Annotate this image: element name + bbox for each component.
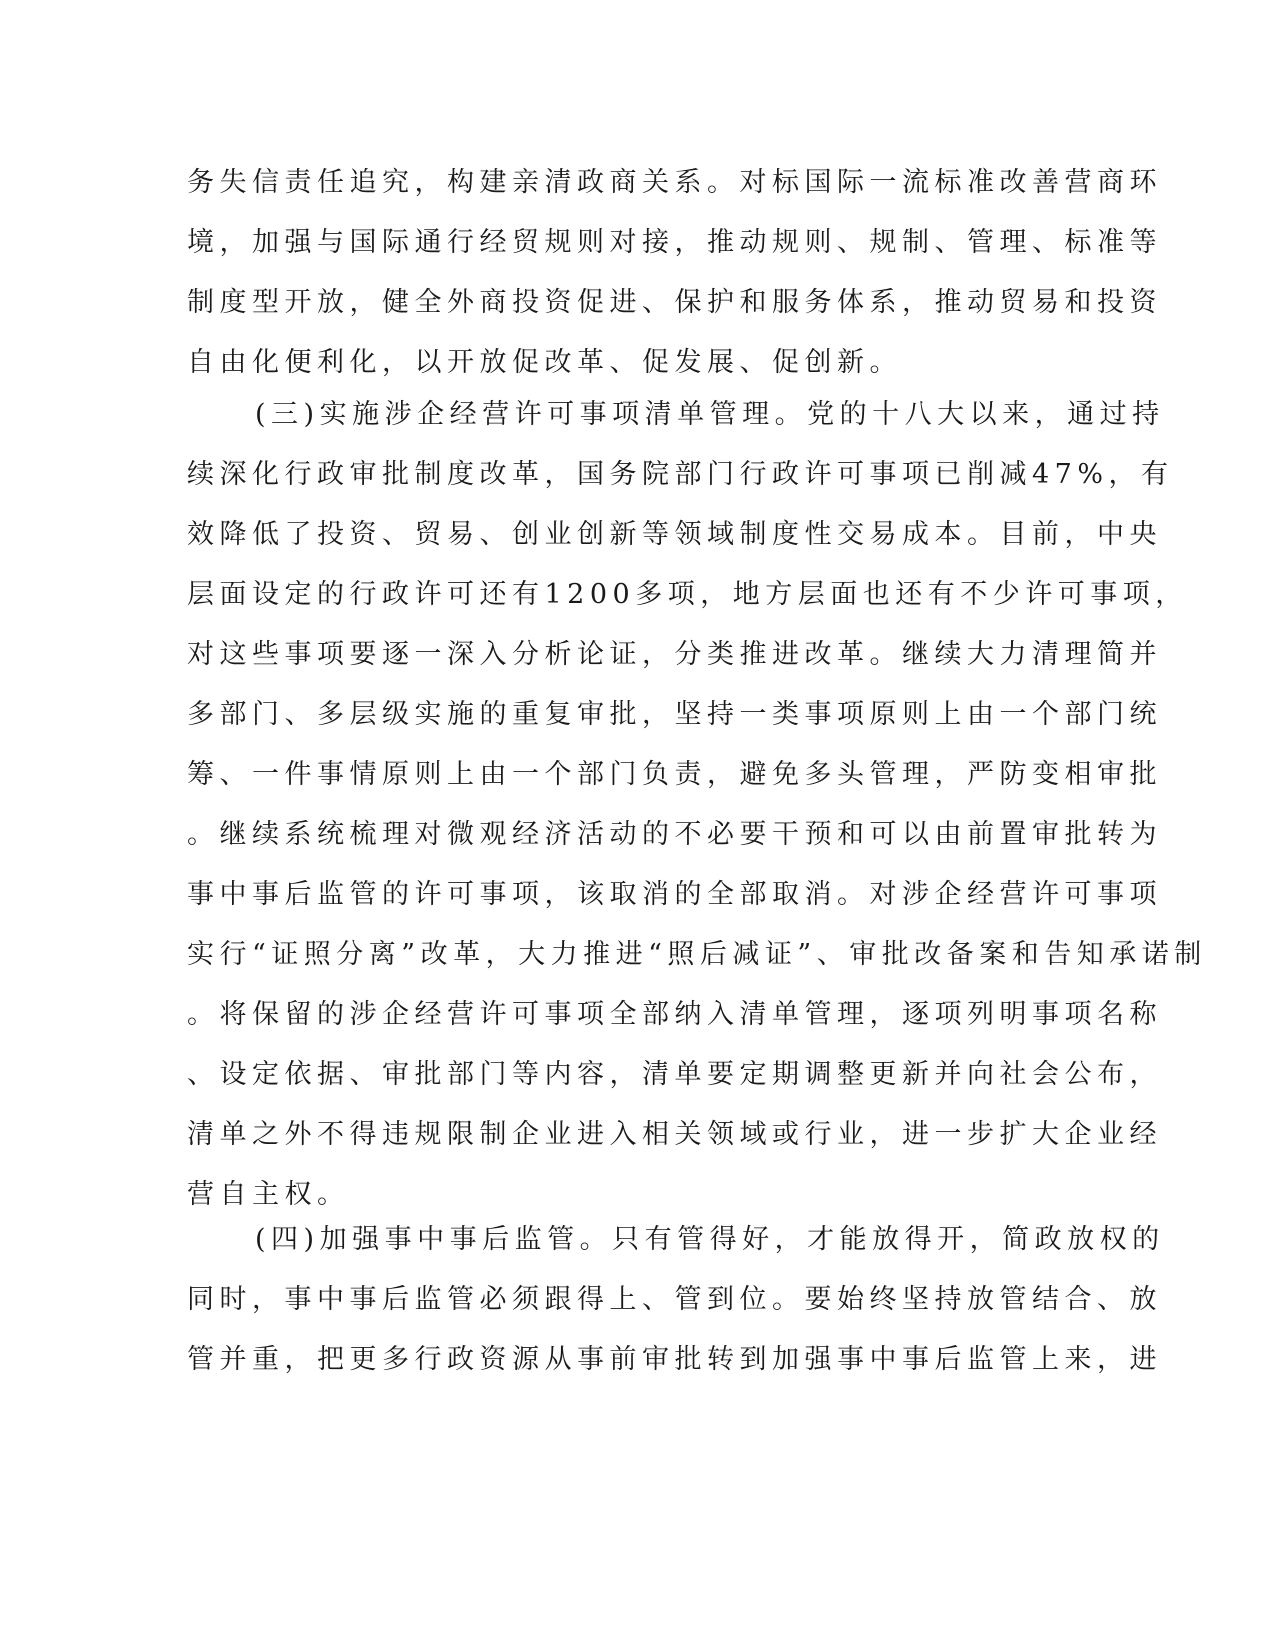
text-line: (三)实施涉企经营许可事项清单管理。党的十八大以来，通过持	[255, 399, 1165, 430]
text-line: 管并重，把更多行政资源从事前审批转到加强事中事后监管上来，进	[187, 1344, 1162, 1375]
text-line: 务失信责任追究，构建亲清政商关系。对标国际一流标准改善营商环	[187, 167, 1162, 198]
text-line: 效降低了投资、贸易、创业创新等领域制度性交易成本。目前，中央	[187, 519, 1162, 550]
paragraph-section-4	[187, 1210, 1165, 1390]
text-line: 清单之外不得违规限制企业进入相关领域或行业，进一步扩大企业经	[187, 1119, 1162, 1150]
text-line: 制度型开放，健全外商投资促进、保护和服务体系，推动贸易和投资	[187, 287, 1162, 318]
text-line: 、设定依据、审批部门等内容，清单要定期调整更新并向社会公布，	[187, 1059, 1162, 1090]
text-line: 事中事后监管的许可事项，该取消的全部取消。对涉企经营许可事项	[187, 879, 1162, 910]
text-line: 实行“证照分离”改革，大力推进“照后减证”、审批改备案和告知承诺制	[187, 939, 1207, 970]
text-line: 续深化行政审批制度改革，国务院部门行政许可事项已削减47%，有	[187, 459, 1174, 490]
text-line: (四)加强事中事后监管。只有管得好，才能放得开，简政放权的	[255, 1224, 1165, 1255]
text-line: 多部门、多层级实施的重复审批，坚持一类事项原则上由一个部门统	[187, 699, 1162, 730]
text-line: 对这些事项要逐一深入分析论证，分类推进改革。继续大力清理简并	[187, 639, 1162, 670]
text-line: 筹、一件事情原则上由一个部门负责，避免多头管理，严防变相审批	[187, 759, 1162, 790]
text-line: 同时，事中事后监管必须跟得上、管到位。要始终坚持放管结合、放	[187, 1284, 1162, 1315]
text-line: 。继续系统梳理对微观经济活动的不必要干预和可以由前置审批转为	[187, 819, 1162, 850]
text-line: 层面设定的行政许可还有1200多项，地方层面也还有不少许可事项，	[187, 579, 1188, 610]
paragraph-section-3	[187, 385, 1207, 1225]
paragraph-continuation	[187, 153, 1162, 393]
text-line: 营自主权。	[187, 1179, 350, 1210]
text-line: 自由化便利化，以开放促改革、促发展、促创新。	[187, 347, 902, 378]
text-line: 境，加强与国际通行经贸规则对接，推动规则、规制、管理、标准等	[187, 227, 1162, 258]
text-line: 。将保留的涉企经营许可事项全部纳入清单管理，逐项列明事项名称	[187, 999, 1162, 1030]
